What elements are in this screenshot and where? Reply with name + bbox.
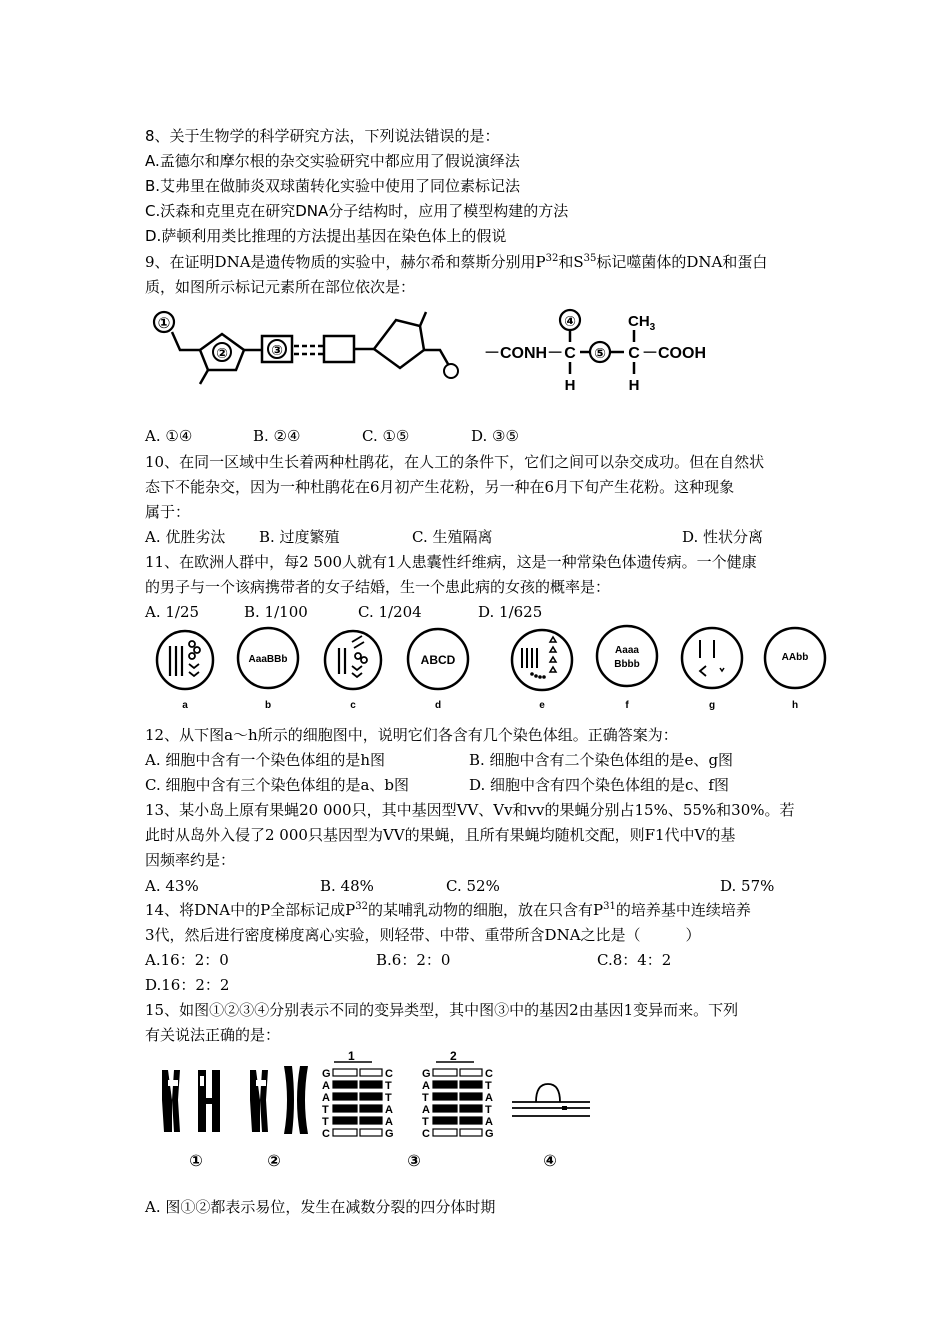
dna-base-left: T [422,1092,429,1104]
q9-figure-amino-acid [484,308,734,398]
q10-option-b: B. 过度繁殖 [259,528,340,546]
gene1-label: 1 [348,1049,355,1063]
q14-option-b: B.6：2：0 [376,951,451,969]
q11-option-b: B. 1/100 [244,603,308,621]
dna-base-left: A [322,1092,330,1104]
dna-segment [360,1129,382,1136]
fig-label-1: ① [189,1153,203,1170]
dna-base-right: A [485,1116,493,1128]
q11-option-a: A. 1/25 [145,603,200,621]
q13-option-d: D. 57% [720,877,775,895]
q15-figure [150,1050,600,1175]
fig-3-strand-1 [322,1068,394,1140]
cell-h [765,628,825,711]
q10-line-3: 属于： [145,503,191,521]
q11-option-c: C. 1/204 [358,603,422,621]
q13-line-3: 因频率约是： [145,851,236,869]
q10-option-c: C. 生殖隔离 [412,528,493,546]
dna-segment [333,1081,357,1088]
gene2-label: 2 [450,1049,457,1063]
cell-label-g: g [708,700,716,711]
dna-segment [333,1129,357,1136]
fig-2-chromosomes [250,1066,308,1134]
q14-option-c: C.8：4：2 [597,951,672,969]
cell-label-c: c [350,700,356,711]
q10-option-a: A. 优胜劣汰 [145,528,226,546]
dna-segment [433,1105,457,1112]
dna-base-left: C [322,1128,330,1140]
dna-base-left: T [322,1104,329,1116]
cell-e [512,630,572,711]
dna-segment [433,1117,457,1124]
dna-base-left: A [322,1080,330,1092]
q9-stem [145,252,767,272]
q12-option-d: D. 细胞中含有四个染色体组的是c、f图 [469,776,729,794]
cell-d [408,629,468,711]
aa-cooh: －COOH [642,345,707,362]
dna-base-left: A [422,1080,430,1092]
q8-option-c: C.沃森和克里克在研究DNA分子结构时，应用了模型构建的方法 [145,202,569,220]
cell-diagrams [140,622,830,710]
cell-label-a: a [182,700,188,711]
cell-label-e: e [539,700,545,711]
dna-segment [460,1069,482,1076]
cell-h-genes: AAbb [781,652,809,663]
dna-base-right: A [385,1116,393,1128]
aa-h1: H [564,377,576,394]
fig-label-4: ④ [543,1153,557,1170]
q11-line-1: 11、在欧洲人群中，每2 500人就有1人患囊性纤维病，这是一种常染色体遗传病。一个健康 [145,553,757,571]
q12-option-b: B. 细胞中含有二个染色体组的是e、g图 [469,751,734,769]
q14-stem-part-a: 14、将DNA中的P全部标记成P [145,901,356,919]
q15-line-1: 15、如图①②③④分别表示不同的变异类型，其中图③中的基因2由基因1变异而来。下列 [145,1001,739,1019]
q8-option-b: B.艾弗里在做肺炎双球菌转化实验中使用了同位素标记法 [145,177,521,195]
q9-option-a: A. ①④ [145,427,193,445]
cell-label-b: b [264,700,272,711]
dna-base-left: G [322,1068,331,1080]
cell-a [157,631,213,711]
dna-segment [433,1093,457,1100]
cell-b [238,628,298,711]
q9-figure-nucleotide [150,308,470,398]
q11-option-d: D. 1/625 [478,603,543,621]
dna-base-right: A [485,1092,493,1104]
dna-segment [360,1117,382,1124]
q12-stem: 12、从下图a～h所示的细胞图中，说明它们各含有几个染色体组。正确答案为： [145,726,678,744]
cell-label-f: f [625,700,629,711]
fig-1-chromosomes [162,1070,220,1132]
dna-base-right: T [385,1092,392,1104]
q14-option-d: D.16：2：2 [145,976,230,994]
cell-b-genes: AaaBBb [248,654,288,665]
aa-ch3: $CH_3$ [628,313,656,333]
dna-base-right: C [485,1068,493,1080]
q9-option-c: C. ①⑤ [362,427,410,445]
dna-base-left: G [422,1068,431,1080]
q14-stem [145,900,751,920]
dna-segment [433,1081,457,1088]
dna-segment [460,1081,482,1088]
q13-option-c: C. 52% [446,877,500,895]
q9-stem-line2: 质，如图所示标记元素所在部位依次是： [145,278,416,296]
q14-option-a: A.16：2：0 [145,951,229,969]
dna-base-left: C [422,1128,430,1140]
dna-base-right: T [485,1104,492,1116]
q11-line-2: 的男子与一个该病携带者的女子结婚，生一个患此病的女孩的概率是： [145,578,611,596]
aa-label-4: ④ [564,313,576,329]
cell-g [682,628,742,711]
cell-f-genes-2: Bbbb [614,659,640,670]
aa-label-5: ⑤ [594,345,606,361]
q13-line-1: 13、某小岛上原有果蝇20 000只，其中基因型VV、Vv和vv的果蝇分别占15%、55%和30%。若 [145,801,795,819]
dna-segment [433,1129,457,1136]
q8-option-d: D.萨顿利用类比推理的方法提出基因在染色体上的假说 [145,227,507,245]
q9-stem-part-c: 标记噬菌体的DNA和蛋白 [596,253,768,271]
dna-segment [360,1105,382,1112]
dna-segment [460,1117,482,1124]
dna-segment [460,1093,482,1100]
dna-base-right: T [385,1080,392,1092]
dna-segment [460,1105,482,1112]
q14-stem-part-b: 的某哺乳动物的细胞，放在只含有P [368,901,604,919]
dna-segment [360,1081,382,1088]
q9-stem-part-b: 和S [558,253,584,271]
dna-base-right: A [385,1104,393,1116]
fig-label-2: ② [267,1153,281,1170]
aa-h2: H [628,377,640,394]
q10-option-d: D. 性状分离 [682,528,764,546]
dna-base-left: T [422,1116,429,1128]
q8-option-a: A.孟德尔和摩尔根的杂交实验研究中都应用了假说演绎法 [145,152,520,170]
dna-base-right: C [385,1068,393,1080]
cell-d-genes: ABCD [420,653,456,667]
q9-option-b: B. ②④ [253,427,301,445]
q13-option-a: A. 43% [145,877,199,895]
dna-base-right: G [485,1128,494,1140]
fig-3-strand-2 [422,1068,494,1140]
aa-c2: C [628,345,640,362]
dna-segment [360,1069,382,1076]
q9-sup-p: 32 [545,253,559,264]
dna-segment [460,1129,482,1136]
aa-conh: －CONH－ [484,345,564,362]
q15-option-a: A. 图①②都表示易位，发生在减数分裂的四分体时期 [145,1198,496,1216]
cell-f [597,626,657,711]
q14-sup-1: 32 [355,901,368,912]
dna-segment [360,1093,382,1100]
dna-base-right: T [485,1080,492,1092]
q14-stem-part-c: 的培养基中连续培养 [615,901,751,919]
dna-segment [333,1093,357,1100]
fig-4-chromosome-loop [512,1084,590,1116]
dna-base-right: G [385,1128,394,1140]
q8-stem: 8、关于生物学的科学研究方法，下列说法错误的是： [145,127,500,145]
cell-f-genes-1: Aaaa [615,645,639,656]
q13-line-2: 此时从岛外入侵了2 000只基因型为VV的果蝇，且所有果蝇均随机交配，则F1代中V的基 [145,826,736,844]
nuc-label-1: ① [157,315,171,332]
dna-segment [433,1069,457,1076]
q9-sup-s: 35 [583,253,597,264]
q15-line-2: 有关说法正确的是： [145,1026,281,1044]
dna-base-left: A [422,1104,430,1116]
cell-label-h: h [791,700,799,711]
aa-c1: C [564,345,576,362]
q9-stem-part-a: 9、在证明DNA是遗传物质的实验中，赫尔希和蔡斯分别用P [145,253,546,271]
dna-base-left: T [322,1116,329,1128]
q13-option-b: B. 48% [320,877,374,895]
nuc-label-3: ③ [271,342,283,358]
q14-sup-2: 31 [603,901,616,912]
q9-option-d: D. ③⑤ [471,427,519,445]
dna-segment [333,1069,357,1076]
q12-option-c: C. 细胞中含有三个染色体组的是a、b图 [145,776,410,794]
dna-segment [333,1117,357,1124]
cell-label-d: d [434,700,442,711]
fig-3-dna [334,1049,474,1063]
q10-line-1: 10、在同一区域中生长着两种杜鹃花，在人工的条件下，它们之间可以杂交成功。但在自然状 [145,453,765,471]
dna-segment [333,1105,357,1112]
nuc-label-2: ② [216,345,228,361]
fig-label-3: ③ [407,1153,421,1170]
q12-option-a: A. 细胞中含有一个染色体组的是h图 [145,751,386,769]
q10-line-2: 态下不能杂交，因为一种杜鹃花在6月初产生花粉，另一种在6月下旬产生花粉。这种现象 [145,478,735,496]
q14-line-2: 3代，然后进行密度梯度离心实验，则轻带、中带、重带所含DNA之比是（ ） [145,926,701,944]
cell-c [325,631,381,711]
